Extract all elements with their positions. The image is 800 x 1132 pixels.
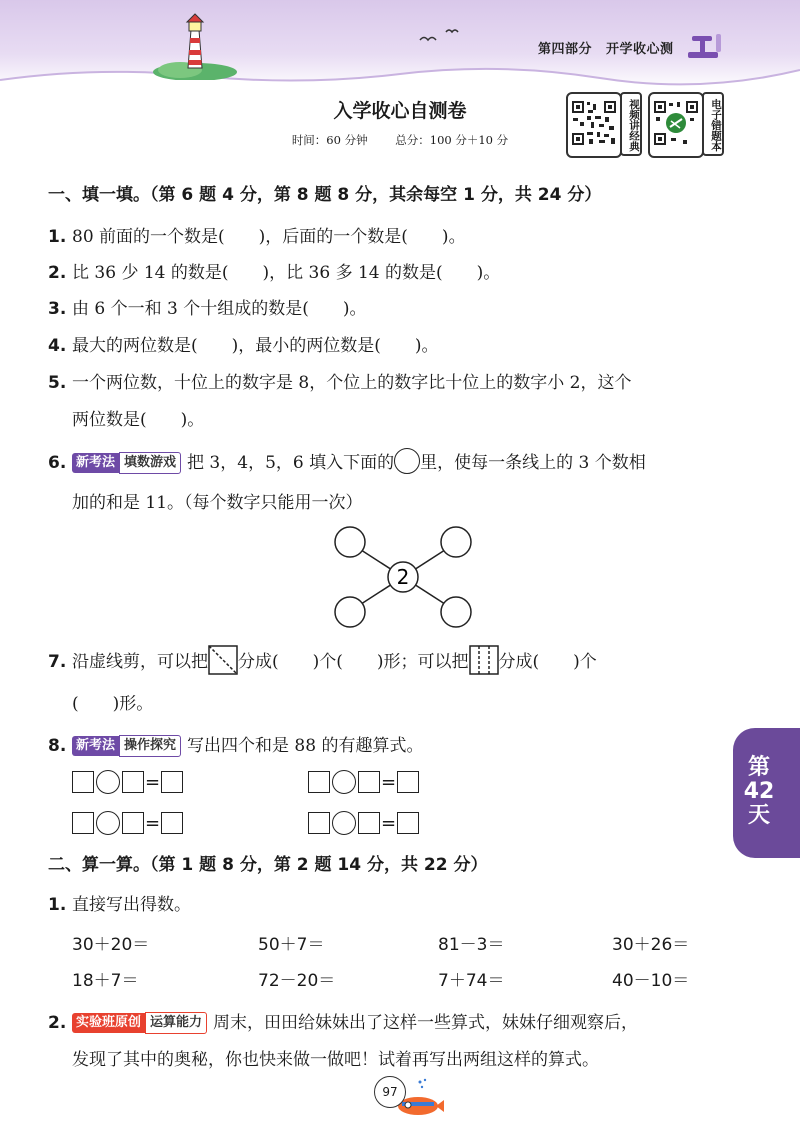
part-number: 第四部分 xyxy=(538,42,593,57)
question-number: 6. xyxy=(48,453,67,473)
corner-decoration-icon xyxy=(686,30,724,62)
question-1-6-cont: 加的和是 11。（每个数字只能用一次） xyxy=(72,493,363,513)
blank-box[interactable] xyxy=(397,812,419,834)
question-1-1 xyxy=(48,222,466,247)
equals-sign: = xyxy=(381,812,397,834)
question-text: 写出四个和是 88 的有趣算式。 xyxy=(187,736,424,756)
birds-icon xyxy=(416,26,466,46)
question-text: 分成( )个( )形；可以把 xyxy=(238,652,469,672)
question-number: 4. xyxy=(48,336,67,356)
section1-heading: 一、填一填。（第 6 题 4 分，第 8 题 8 分，其余每空 1 分，共 24 分） xyxy=(48,185,602,205)
blank-box[interactable] xyxy=(161,812,183,834)
question-1-5-cont: 两位数是( )。 xyxy=(72,410,205,430)
exam-score: 总分：100 分＋10 分 xyxy=(395,133,509,147)
operator-circle[interactable] xyxy=(96,811,120,835)
calc-item: 81－3＝ xyxy=(438,935,505,955)
calc-item: 30＋20＝ xyxy=(72,935,150,955)
puzzle-center-number: 2 xyxy=(396,565,410,589)
new-exam-tag: 新考法 xyxy=(72,736,119,756)
blank-box[interactable] xyxy=(122,812,144,834)
calc-item: 7＋74＝ xyxy=(438,971,505,991)
qr-label-error-book: 电子错题本 xyxy=(702,92,724,156)
day-tab-day: 第 xyxy=(747,755,770,780)
puzzle-circle-bottom-right xyxy=(441,597,471,627)
new-exam-tag: 新考法 xyxy=(72,453,119,473)
equation-template xyxy=(72,811,183,835)
page-title: 入学收心自测卷 xyxy=(333,100,467,122)
question-number: 5. xyxy=(48,373,67,393)
diagonal-cut-square-icon xyxy=(208,645,238,675)
calc-item: 30＋26＝ xyxy=(612,935,690,955)
question-text: 沿虚线剪，可以把 xyxy=(72,652,208,672)
page-number: 97 xyxy=(374,1076,406,1108)
puzzle-circle-top-left xyxy=(335,527,365,557)
number-puzzle-diagram xyxy=(328,526,478,628)
calc-item: 40－10＝ xyxy=(612,971,690,991)
question-number: 1. xyxy=(48,895,67,915)
question-text: 由 6 个一和 3 个十组成的数是( )。 xyxy=(72,299,367,319)
question-number: 2. xyxy=(48,1013,67,1033)
question-number: 7. xyxy=(48,652,67,672)
qr-code-error-book[interactable] xyxy=(648,92,704,158)
operator-circle[interactable] xyxy=(96,770,120,794)
question-text: 最大的两位数是( )，最小的两位数是( )。 xyxy=(72,336,439,356)
blank-box[interactable] xyxy=(161,771,183,793)
question-number: 3. xyxy=(48,299,67,319)
blank-box[interactable] xyxy=(72,771,94,793)
operator-circle[interactable] xyxy=(332,770,356,794)
operator-circle[interactable] xyxy=(332,811,356,835)
section2-heading: 二、算一算。（第 1 题 8 分，第 2 题 14 分，共 22 分） xyxy=(48,855,488,875)
question-1-7-cont: ( )形。 xyxy=(72,694,154,714)
question-text: 直接写出得数。 xyxy=(72,895,191,915)
qr-code-icon xyxy=(653,100,699,146)
question-1-4 xyxy=(48,331,439,356)
blank-box[interactable] xyxy=(122,771,144,793)
equation-template xyxy=(72,770,183,794)
day-tab-unit: 天 xyxy=(747,803,770,828)
question-1-3 xyxy=(48,294,367,319)
question-1-2 xyxy=(48,258,500,283)
calc-item: 50＋7＝ xyxy=(258,935,325,955)
question-text: 比 36 少 14 的数是( )，比 36 多 14 的数是( )。 xyxy=(72,263,501,283)
question-text: 把 3，4，5，6 填入下面的 xyxy=(187,453,395,473)
topic-tag: 操作探究 xyxy=(119,735,181,757)
qr-code-video[interactable] xyxy=(566,92,622,158)
question-1-7 xyxy=(48,645,597,675)
equals-sign: = xyxy=(381,771,397,793)
question-text: 一个两位数，十位上的数字是 8，个位上的数字比十位上的数字小 2，这个 xyxy=(72,373,632,393)
topic-tag: 运算能力 xyxy=(145,1012,207,1034)
question-1-8 xyxy=(48,731,423,757)
puzzle-circle-top-right xyxy=(441,527,471,557)
equation-template xyxy=(308,770,419,794)
question-text: 分成( )个 xyxy=(498,652,597,672)
original-tag: 实验班原创 xyxy=(72,1013,145,1033)
part-section: 开学收心测 xyxy=(606,42,674,57)
part-label xyxy=(538,38,674,57)
question-2-2-cont: 发现了其中的奥秘，你也快来做一做吧！试着再写出两组这样的算式。 xyxy=(72,1050,599,1070)
question-2-1 xyxy=(48,890,191,915)
topic-tag: 填数游戏 xyxy=(119,452,181,474)
lighthouse-icon xyxy=(150,10,240,80)
question-number: 1. xyxy=(48,227,67,247)
equals-sign: = xyxy=(145,812,161,834)
circle-icon xyxy=(394,448,420,474)
day-tab-number: 42 xyxy=(743,779,775,804)
calc-item: 72－20＝ xyxy=(258,971,336,991)
qr-label-video: 视频讲经典 xyxy=(620,92,642,156)
question-text: 80 前面的一个数是( )，后面的一个数是( )。 xyxy=(72,227,466,247)
blank-box[interactable] xyxy=(358,771,380,793)
calc-item: 18＋7＝ xyxy=(72,971,139,991)
question-2-2 xyxy=(48,1008,638,1034)
puzzle-circle-bottom-left xyxy=(335,597,365,627)
blank-box[interactable] xyxy=(308,771,330,793)
question-number: 2. xyxy=(48,263,67,283)
question-text: 里，使每一条线上的 3 个数相 xyxy=(420,453,646,473)
question-1-6 xyxy=(48,448,646,474)
question-number: 8. xyxy=(48,736,67,756)
equals-sign: = xyxy=(145,771,161,793)
day-side-tab xyxy=(733,728,800,858)
blank-box[interactable] xyxy=(308,812,330,834)
exam-time: 时间：60 分钟 xyxy=(291,133,368,147)
question-text: 周末，田田给妹妹出了这样一些算式，妹妹仔细观察后， xyxy=(213,1013,639,1033)
question-1-5 xyxy=(48,368,631,393)
blank-box[interactable] xyxy=(72,812,94,834)
blank-box[interactable] xyxy=(358,812,380,834)
equation-template xyxy=(308,811,419,835)
vertical-cut-rectangle-icon xyxy=(469,645,499,675)
blank-box[interactable] xyxy=(397,771,419,793)
qr-code-icon xyxy=(571,100,617,146)
